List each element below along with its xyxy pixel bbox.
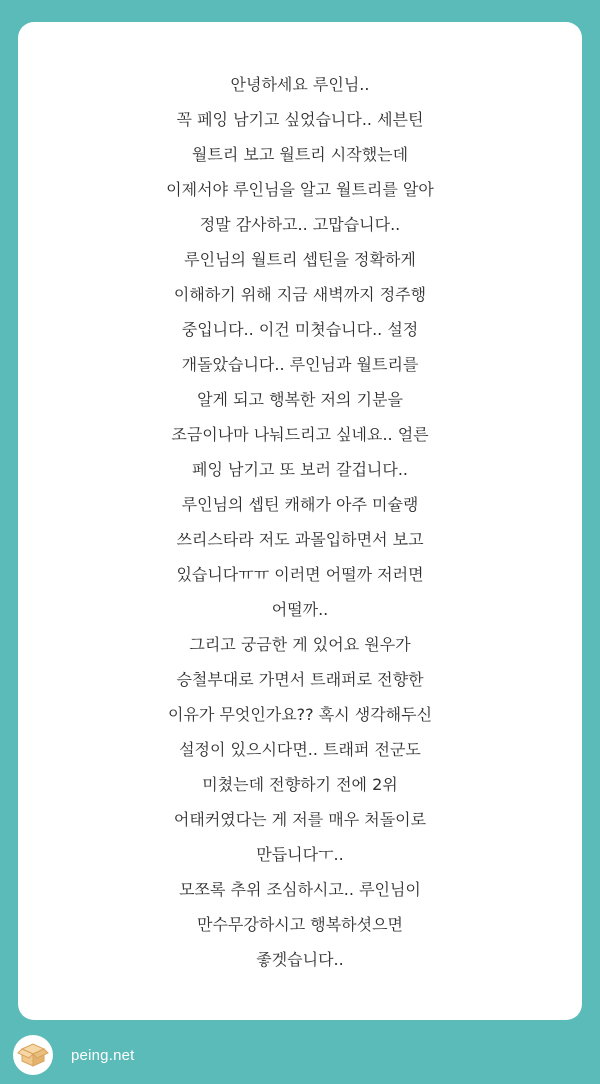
message-line: 있습니다ㅠㅠ 이러면 어떨까 저러면 <box>176 565 424 584</box>
message-line: 모쪼록 추위 조심하시고.. 루인님이 <box>179 880 421 899</box>
message-line: 미쳤는데 전향하기 전에 2위 <box>202 775 398 794</box>
message-body <box>18 67 582 977</box>
message-line: 조금이나마 나눠드리고 싶네요.. 얼른 <box>171 425 429 444</box>
message-line: 루인님의 셉틴 캐해가 아주 미슐랭 <box>181 495 419 514</box>
message-line: 그리고 궁금한 게 있어요 원우가 <box>189 635 411 654</box>
message-line: 개돌았습니다.. 루인님과 월트리를 <box>181 355 419 374</box>
message-card <box>18 22 582 1020</box>
brand-name[interactable]: peing.net <box>71 1046 135 1064</box>
message-line: 만듭니다ㅜ.. <box>256 845 344 864</box>
message-line: 승철부대로 가면서 트래퍼로 전향한 <box>176 670 424 689</box>
message-line: 설정이 있으시다면.. 트래퍼 전군도 <box>179 740 421 759</box>
message-line: 루인님의 월트리 셉틴을 정확하게 <box>184 250 416 269</box>
message-line: 어태커였다는 게 저를 매우 처돌이로 <box>173 810 427 829</box>
footer <box>13 1035 135 1075</box>
message-line: 꼭 페잉 남기고 싶었습니다.. 세븐틴 <box>176 110 424 129</box>
peing-box-icon[interactable] <box>13 1035 53 1075</box>
message-line: 중입니다.. 이건 미쳣습니다.. 설정 <box>181 320 419 339</box>
message-line: 이해하기 위해 지금 새벽까지 정주행 <box>173 285 427 304</box>
message-line: 좋겟습니다.. <box>256 950 344 969</box>
message-line: 쓰리스타라 저도 과몰입하면서 보고 <box>176 530 424 549</box>
message-line: 안녕하세요 루인님.. <box>230 75 370 94</box>
message-line: 어떨까.. <box>271 600 329 619</box>
box-icon-graphic <box>16 1038 50 1072</box>
message-line: 만수무강하시고 행복하셧으면 <box>196 915 403 934</box>
message-line: 페잉 남기고 또 보러 갈겁니다.. <box>192 460 408 479</box>
message-line: 이유가 무엇인가요?? 혹시 생각해두신 <box>167 705 433 724</box>
message-line: 이제서야 루인님을 알고 월트리를 알아 <box>166 180 434 199</box>
message-line: 정말 감사하고.. 고맙습니다.. <box>199 215 401 234</box>
message-line: 월트리 보고 월트리 시작했는데 <box>191 145 409 164</box>
message-line: 알게 되고 행복한 저의 기분을 <box>197 390 403 409</box>
